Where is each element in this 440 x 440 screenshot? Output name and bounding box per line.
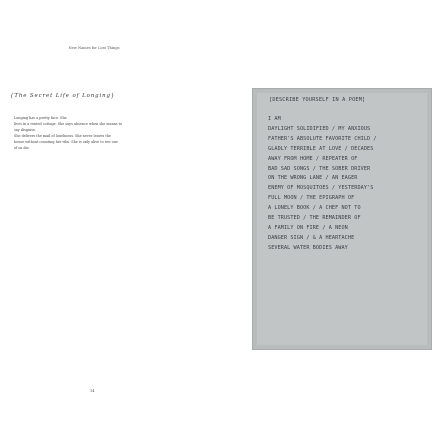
handwritten-line: ENEMY OF MOSQUITOES / YESTERDAY'S (268, 185, 374, 192)
handwritten-line: BE TRUSTED / THE REMAINDER OF (268, 215, 361, 222)
handwritten-line: FATHER'S ABSOLUTE FAVORITE CHILD / (268, 135, 377, 142)
handwritten-line: BAD SAD SONGS / THE SOBER DRIVER (268, 165, 371, 172)
poem-line: She delivers the mail of loneliness. She never leaves the (14, 134, 111, 139)
running-head: New Names for Lost Things (68, 46, 120, 50)
poem-title: {The Secret Life of Longing} (10, 93, 116, 99)
handwritten-line: A LONELY BOOK / A CHEF NOT TO (268, 205, 361, 212)
note-paper (257, 93, 427, 345)
handwritten-note-card (252, 88, 432, 350)
poem-line: lives in a rented cottage. She says absence when she means to (14, 122, 123, 127)
note-prompt: [DESCRIBE YOURSELF IN A POEM] (269, 97, 366, 103)
handwritten-line: I AM (268, 116, 281, 122)
handwritten-line: DAYLIGHT SOLIDIFIED / MY ANXIOUS (268, 125, 371, 132)
poem-line: of us die. (14, 146, 30, 151)
poem-line: Longing has a pretty face. She (14, 116, 67, 120)
handwritten-poem (268, 115, 428, 254)
poem-line: house without counting her ribs. She is only alive to see one (14, 140, 118, 145)
handwritten-line: AWAY FROM HOME / REPEATER OF (268, 155, 358, 162)
poem-line: say disguise. (14, 128, 37, 133)
handwritten-line: A FAMILY ON FIRE / A NEON (268, 224, 348, 231)
handwritten-line: DANGER SIGN / & A HEARTACHE (268, 234, 355, 241)
handwritten-line: FULL MOON / THE EPIGRAPH OF (268, 195, 355, 202)
page-number: 14 (90, 389, 95, 393)
handwritten-line: ON THE WRONG LANE / AN EAGER (268, 175, 358, 182)
handwritten-line: SEVERAL WATER BODIES AWAY (268, 244, 348, 251)
handwritten-line: GLADLY TERRIBLE AT LOVE / DECADES (268, 145, 374, 152)
poem-body (14, 115, 184, 152)
